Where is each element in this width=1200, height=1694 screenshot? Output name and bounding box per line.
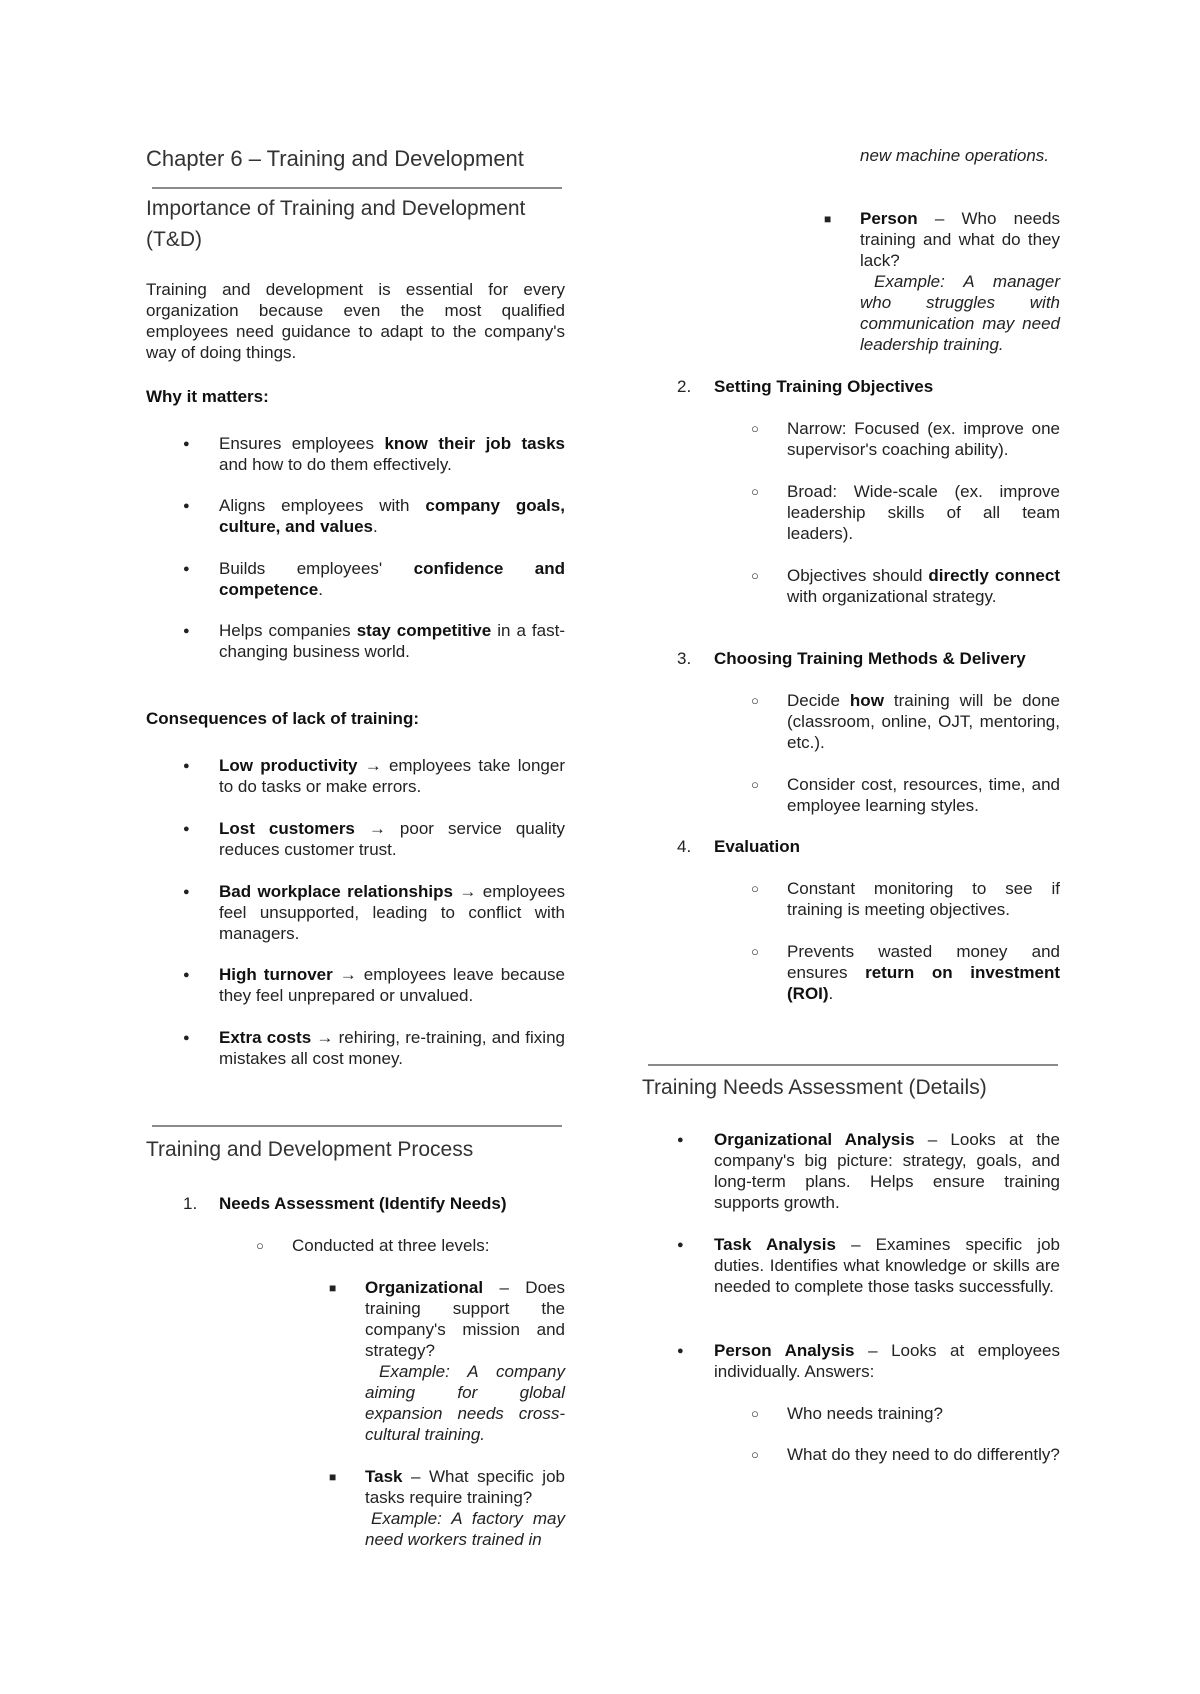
- bullet-icon: [183, 558, 190, 582]
- circle-bullet-icon: [751, 1444, 759, 1466]
- importance-heading: Importance of Training and Development (T&D): [146, 197, 526, 251]
- bullet-icon: [183, 495, 190, 519]
- square-bullet-icon: [329, 1277, 336, 1300]
- circle-bullet-icon: [751, 878, 759, 900]
- task-example-continued: new machine operations.: [860, 146, 1050, 165]
- list-item: Helps companies stay competitive in a fast-changing business world.: [219, 621, 565, 661]
- step-sub-item: Decide how training will be done (classroom, online, OJT, mentoring, etc.).: [787, 691, 1061, 752]
- why-label: Why it matters:: [146, 387, 269, 406]
- bullet-icon: [183, 881, 190, 905]
- divider: [648, 1064, 1058, 1066]
- circle-bullet-icon: [751, 1403, 759, 1425]
- circle-bullet-icon: [751, 941, 759, 963]
- bullet-icon: [183, 755, 190, 779]
- step-sub-item: Broad: Wide-scale (ex. improve leadership skills of all team leaders).: [787, 482, 1060, 543]
- circle-bullet-icon: [751, 565, 759, 587]
- list-item: Bad workplace relationships → employees feel unsupported, leading to conflict with managers.: [219, 882, 565, 943]
- list-item: Ensures employees know their job tasks and how to do them effectively.: [219, 434, 565, 474]
- question-item: Who needs training?: [787, 1404, 943, 1423]
- consequences-label: Consequences of lack of training:: [146, 709, 419, 728]
- divider: [152, 187, 562, 189]
- tna-heading: Training Needs Assessment (Details): [642, 1076, 987, 1099]
- bullet-icon: [677, 1234, 684, 1258]
- step-sub-item: Objectives should directly connect with organizational strategy.: [787, 566, 1061, 606]
- step-number: 1.: [183, 1194, 198, 1213]
- circle-bullet-icon: [751, 774, 759, 796]
- list-item: Organizational Analysis – Looks at the company's big picture: strategy, goals, and long-term plans. Helps ensure training supports growth.: [714, 1130, 1060, 1212]
- chapter-title: Chapter 6 – Training and Development: [146, 146, 524, 171]
- step-sub-item: Conducted at three levels:: [292, 1236, 490, 1255]
- bullet-icon: [183, 964, 190, 988]
- list-item: Low productivity → employees take longer to do tasks or make errors.: [219, 756, 565, 796]
- step-number: 3.: [677, 649, 692, 668]
- step-sub-item: Consider cost, resources, time, and employee learning styles.: [787, 775, 1060, 815]
- bullet-icon: [183, 818, 190, 842]
- circle-bullet-icon: [751, 690, 759, 712]
- list-item: Task Analysis – Examines specific job duties. Identifies what knowledge or skills are needed to complete those tasks successfully.: [714, 1235, 1060, 1296]
- circle-bullet-icon: [751, 418, 759, 440]
- bullet-icon: [677, 1129, 684, 1153]
- list-item: Aligns employees with company goals, culture, and values.: [219, 496, 565, 536]
- level-task: Task – What specific job tasks require training? Example: A factory may need workers trained in: [365, 1467, 565, 1549]
- step-sub-item: Prevents wasted money and ensures return on investment (ROI).: [787, 942, 1060, 1003]
- square-bullet-icon: [329, 1466, 336, 1489]
- list-item: Lost customers → poor service quality reduces customer trust.: [219, 819, 565, 859]
- level-organizational: Organizational – Does training support the company's mission and strategy? Example: A company aiming for global expansion needs cross-cultural training.: [365, 1278, 565, 1444]
- step-title: Choosing Training Methods & Delivery: [714, 649, 1026, 668]
- step-title: Needs Assessment (Identify Needs): [219, 1194, 507, 1213]
- step-number: 2.: [677, 377, 692, 396]
- level-person: Person – Who needs training and what do they lack? Example: A manager who struggles with communication may need leadership training.: [860, 209, 1060, 354]
- step-title: Setting Training Objectives: [714, 377, 934, 396]
- bullet-icon: [183, 433, 190, 457]
- process-heading: Training and Development Process: [146, 1138, 474, 1161]
- square-bullet-icon: [824, 208, 831, 231]
- step-title: Evaluation: [714, 837, 800, 856]
- bullet-icon: [183, 1027, 190, 1051]
- bullet-icon: [183, 620, 190, 644]
- step-sub-item: Constant monitoring to see if training is meeting objectives.: [787, 879, 1060, 919]
- list-item: High turnover → employees leave because they feel unprepared or unvalued.: [219, 965, 565, 1005]
- list-item: Builds employees' confidence and competence.: [219, 559, 565, 599]
- circle-bullet-icon: [256, 1235, 264, 1257]
- list-item: Extra costs → rehiring, re-training, and fixing mistakes all cost money.: [219, 1028, 565, 1068]
- bullet-icon: [677, 1340, 684, 1364]
- list-item: Person Analysis – Looks at employees individually. Answers:: [714, 1341, 1060, 1381]
- intro-paragraph: Training and development is essential for every organization because even the most qualified employees need guidance to adapt to the company's way of doing things.: [146, 280, 565, 362]
- step-sub-item: Narrow: Focused (ex. improve one supervisor's coaching ability).: [787, 419, 1060, 459]
- circle-bullet-icon: [751, 481, 759, 503]
- step-number: 4.: [677, 837, 692, 856]
- question-item: What do they need to do differently?: [787, 1445, 1060, 1464]
- divider: [152, 1125, 562, 1127]
